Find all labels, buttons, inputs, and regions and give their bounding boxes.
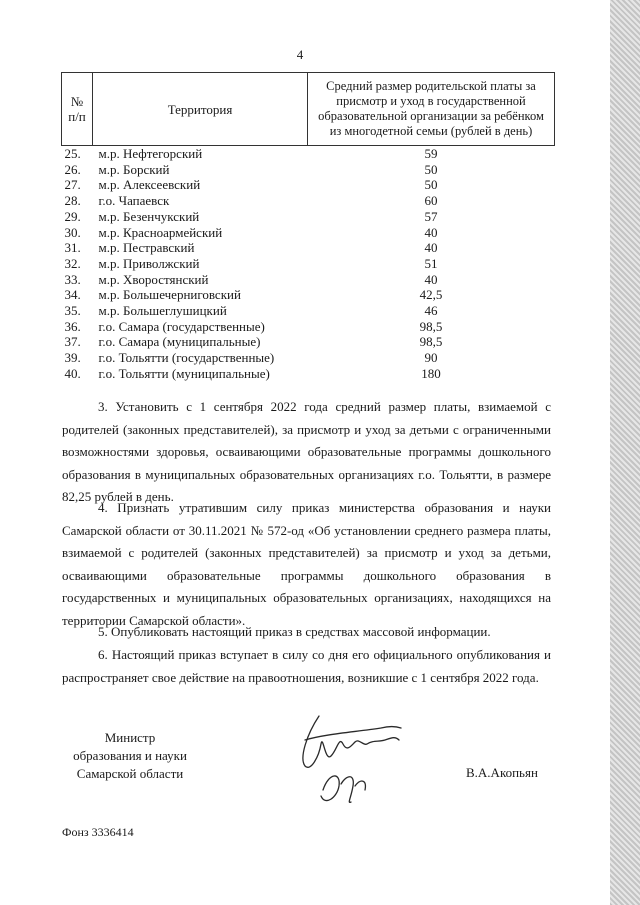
- row-territory: м.р. Красноармейский: [98, 224, 223, 240]
- table-row: [62, 256, 555, 272]
- row-territory: м.р. Большеглушицкий: [98, 303, 227, 319]
- row-territory: г.о. Самара (муниципальные): [98, 334, 261, 350]
- header-number: № п/п: [62, 73, 93, 146]
- table-row: [62, 209, 555, 225]
- row-territory: г.о. Тольятти (муниципальные): [98, 365, 270, 381]
- row-fee: 40: [424, 224, 438, 240]
- row-fee: 51: [424, 255, 438, 271]
- paragraph-5: 5. Опубликовать настоящий приказ в средствах массовой информации.: [98, 624, 491, 639]
- row-fee: 42,5: [419, 287, 443, 303]
- table-row: [62, 272, 555, 288]
- row-territory: м.р. Пестравский: [98, 240, 195, 256]
- row-territory: м.р. Приволжский: [98, 255, 200, 271]
- minister-title-line1: Министр: [104, 730, 156, 745]
- document-code: Фонз 3336414: [62, 825, 134, 839]
- row-number: 29.: [64, 208, 81, 224]
- minister-title-line3: Самарской области: [76, 766, 184, 781]
- table-row: [62, 225, 555, 241]
- signer-name: В.А.Акопьян: [466, 765, 538, 780]
- row-fee: 40: [424, 240, 438, 256]
- row-number: 36.: [64, 318, 81, 334]
- fee-table: [61, 72, 555, 382]
- row-number: 35.: [64, 303, 81, 319]
- table-header-row: [62, 73, 555, 146]
- row-territory: м.р. Хворостянский: [98, 271, 209, 287]
- row-fee: 46: [424, 303, 438, 319]
- row-number: 25.: [64, 146, 81, 161]
- row-fee: 40: [424, 271, 438, 287]
- row-fee: 57: [424, 208, 438, 224]
- table-row: [62, 162, 555, 178]
- table-row: [62, 350, 555, 366]
- page-number: 4: [296, 47, 304, 62]
- row-number: 31.: [64, 240, 81, 256]
- row-number: 34.: [64, 287, 81, 303]
- row-fee: 50: [424, 177, 438, 193]
- row-fee: 98,5: [419, 318, 443, 334]
- row-territory: г.о. Тольятти (государственные): [98, 350, 275, 366]
- table-row: [62, 146, 555, 162]
- row-fee: 180: [421, 365, 441, 381]
- minister-title-line2: образования и науки: [73, 748, 187, 763]
- header-fee: Средний размер родительской платы за присмотр и уход в государственной образовательной организации за ребёнком из многодетной семьи (рублей в день): [308, 73, 555, 146]
- row-number: 27.: [64, 177, 81, 193]
- table-body: [62, 146, 555, 382]
- row-territory: г.о. Чапаевск: [98, 193, 170, 209]
- row-number: 39.: [64, 350, 81, 366]
- row-fee: 98,5: [419, 334, 443, 350]
- row-number: 33.: [64, 271, 81, 287]
- scan-edge-strip: [610, 0, 640, 905]
- handwritten-signature: [285, 706, 415, 821]
- row-territory: м.р. Нефтегорский: [98, 146, 203, 161]
- row-territory: м.р. Большечерниговский: [98, 287, 241, 303]
- header-territory: Территория: [93, 73, 308, 146]
- table-row: [62, 240, 555, 256]
- table-row: [62, 334, 555, 350]
- table-row: [62, 366, 555, 382]
- paragraph-4: 4. Признать утратившим силу приказ министерства образования и науки Самарской области от 30.11.2021 № 572-од «Об установлении среднего размера платы, взимаемой с родителей (законных представителей) за присмотр и уход за детьми, осваивающими образовательные программы дошкольного образования в государственных и муниципальных образовательных организациях, находящихся на территории Самарской области».: [62, 500, 551, 628]
- row-number: 40.: [64, 365, 81, 381]
- row-number: 37.: [64, 334, 81, 350]
- row-territory: м.р. Алексеевский: [98, 177, 201, 193]
- row-number: 32.: [64, 255, 81, 271]
- paragraph-3: 3. Установить с 1 сентября 2022 года средний размер платы, взимаемой с родителей (законных представителей), за присмотр и уход за детьми с ограниченными возможностями здоровья, осваивающими образовательные программы дошкольного образования в муниципальных образовательных организациях г.о. Тольятти, в размере 82,25 рублей в день.: [62, 399, 551, 504]
- row-territory: г.о. Самара (государственные): [98, 318, 265, 334]
- row-territory: м.р. Безенчукский: [98, 208, 200, 224]
- row-number: 26.: [64, 161, 81, 177]
- table-row: [62, 319, 555, 335]
- row-territory: м.р. Борский: [98, 161, 170, 177]
- table-row: [62, 193, 555, 209]
- row-number: 28.: [64, 193, 81, 209]
- row-fee: 59: [424, 146, 438, 161]
- table-row: [62, 177, 555, 193]
- row-fee: 60: [424, 193, 438, 209]
- minister-title: [60, 729, 200, 783]
- paragraph-6: 6. Настоящий приказ вступает в силу со дня его официального опубликования и распространяет свое действие на правоотношения, возникшие с 1 сентября 2022 года.: [62, 647, 551, 685]
- row-fee: 90: [424, 350, 438, 366]
- row-fee: 50: [424, 161, 438, 177]
- table-row: [62, 303, 555, 319]
- table-row: [62, 287, 555, 303]
- row-number: 30.: [64, 224, 81, 240]
